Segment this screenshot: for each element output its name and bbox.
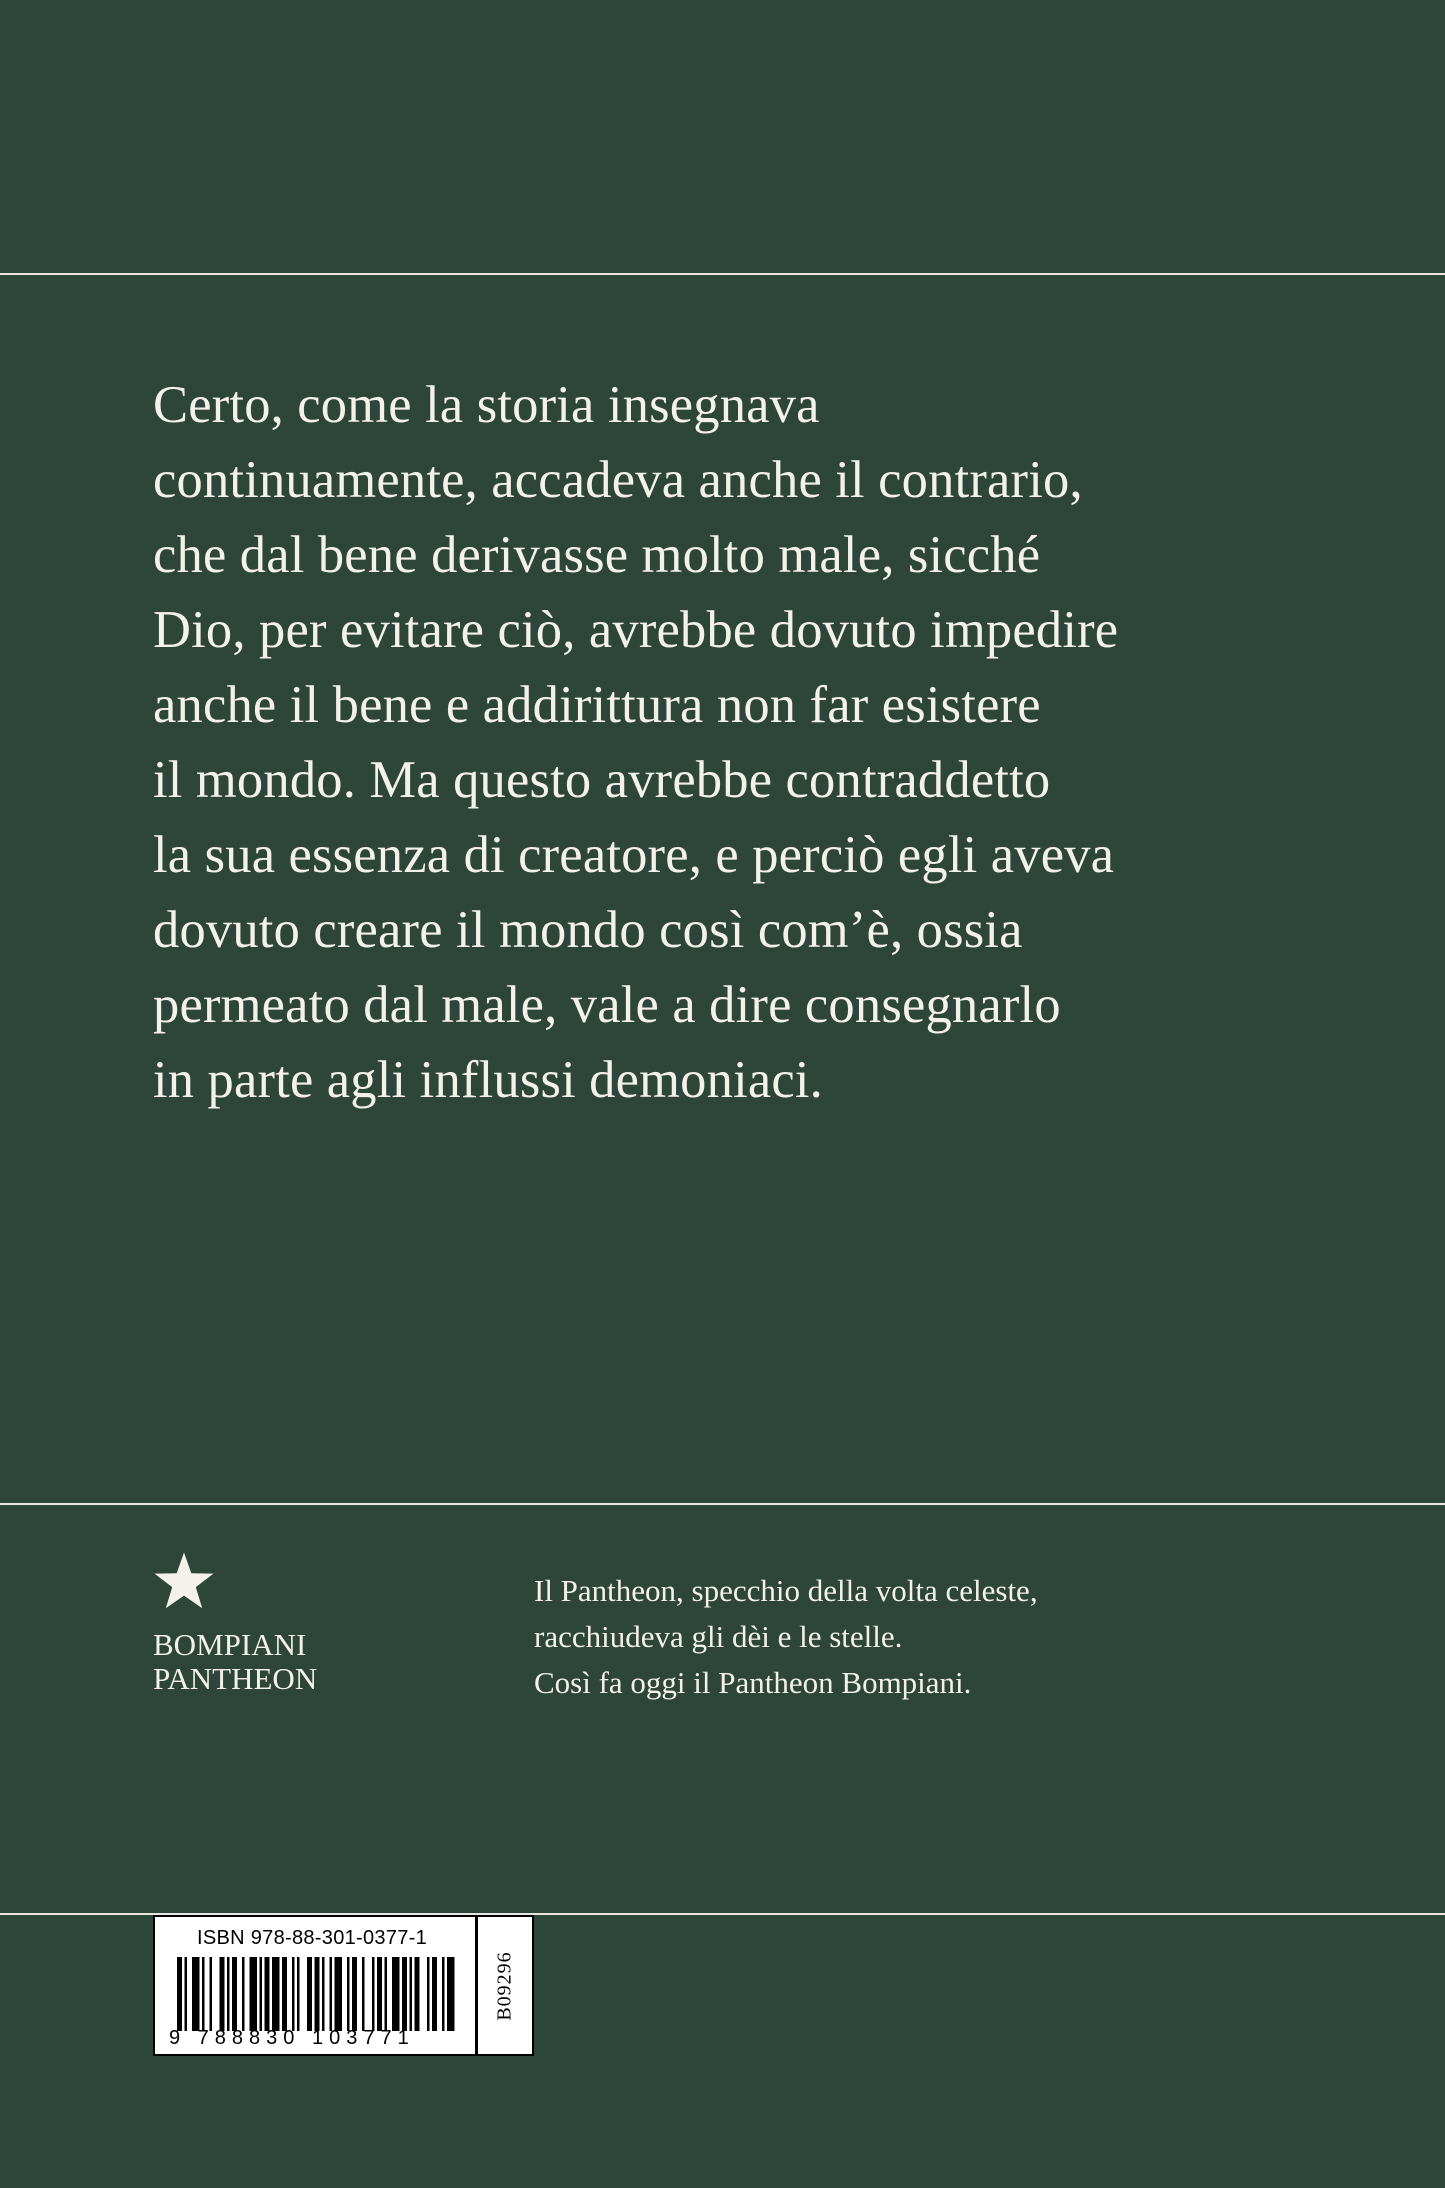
isbn-barcode (153, 1915, 477, 2056)
back-cover-quote (153, 368, 1333, 1118)
barcode-bar (177, 1957, 182, 2031)
quote-line: il mondo. Ma questo avrebbe contraddetto (153, 751, 1051, 809)
barcode-bar (402, 1957, 407, 2031)
barcode-bar (227, 1957, 230, 2031)
barcode-bar (250, 1957, 258, 2031)
barcode-bar (410, 1957, 413, 2031)
tagline-line: Il Pantheon, specchio della volta celeste, (534, 1573, 1038, 1608)
barcode-bar (392, 1957, 400, 2031)
quote-line: Certo, come la storia insegnava (153, 376, 820, 434)
quote-line: la sua essenza di creatore, e perciò egli aveva (153, 826, 1115, 884)
quote-line: dovuto creare il mondo così com’è, ossia (153, 901, 1023, 959)
barcode-bar (330, 1957, 333, 2031)
barcode-digits: 9 788830 103771 (169, 2027, 415, 2049)
barcode-bar (292, 1957, 295, 2031)
barcode-bar (272, 1957, 280, 2031)
tagline-line: Così fa oggi il Pantheon Bompiani. (534, 1665, 972, 1700)
quote-line: continuamente, accadeva anche il contrario, (153, 451, 1083, 509)
barcode-bar (192, 1957, 200, 2031)
barcode-bar (185, 1957, 188, 2031)
quote-line: Dio, per evitare ciò, avrebbe dovuto impedire (153, 601, 1119, 659)
barcode-bar (377, 1957, 382, 2031)
product-code-box (477, 1915, 534, 2056)
barcode-bar (442, 1957, 445, 2031)
publisher-name-line1: BOMPIANI (153, 1627, 307, 1662)
barcode-bar (335, 1957, 343, 2031)
barcode-bar (210, 1957, 213, 2031)
publisher-logo (153, 1628, 317, 1696)
barcode-bar (432, 1957, 437, 2031)
barcode-bar (220, 1957, 225, 2031)
barcode-bar (232, 1957, 237, 2031)
barcode-bars (173, 1957, 459, 2031)
top-divider (0, 273, 1445, 275)
quote-line: in parte agli influssi demoniaci. (153, 1051, 823, 1109)
barcode-bar (415, 1957, 420, 2031)
barcode-bar (372, 1957, 375, 2031)
quote-line: permeato dal male, vale a dire consegnarlo (153, 976, 1061, 1034)
tagline-line: racchiudeva gli dèi e le stelle. (534, 1619, 903, 1654)
barcode-bar (427, 1957, 430, 2031)
barcode-bar (202, 1957, 205, 2031)
publisher-name-line2: PANTHEON (153, 1661, 318, 1696)
barcode-bar (352, 1957, 357, 2031)
barcode-bar (362, 1957, 365, 2031)
series-tagline (534, 1568, 1038, 1706)
barcode-bar (297, 1957, 300, 2031)
barcode-bar (282, 1957, 287, 2031)
barcode-bar (447, 1957, 455, 2031)
barcode-bar (307, 1957, 312, 2031)
barcode-bar (385, 1957, 388, 2031)
star-icon (153, 1550, 215, 1612)
middle-divider (0, 1503, 1445, 1505)
barcode-bar (260, 1957, 263, 2031)
barcode-bar (322, 1957, 325, 2031)
barcode-bar (242, 1957, 245, 2031)
product-code: B09296 (493, 1950, 516, 2021)
quote-line: che dal bene derivasse molto male, sicché (153, 526, 1041, 584)
barcode-bar (265, 1957, 270, 2031)
barcode-bar (347, 1957, 350, 2031)
isbn-label: ISBN 978-88-301-0377-1 (197, 1927, 428, 1949)
quote-line: anche il bene e addirittura non far esistere (153, 676, 1041, 734)
barcode-bar (315, 1957, 320, 2031)
